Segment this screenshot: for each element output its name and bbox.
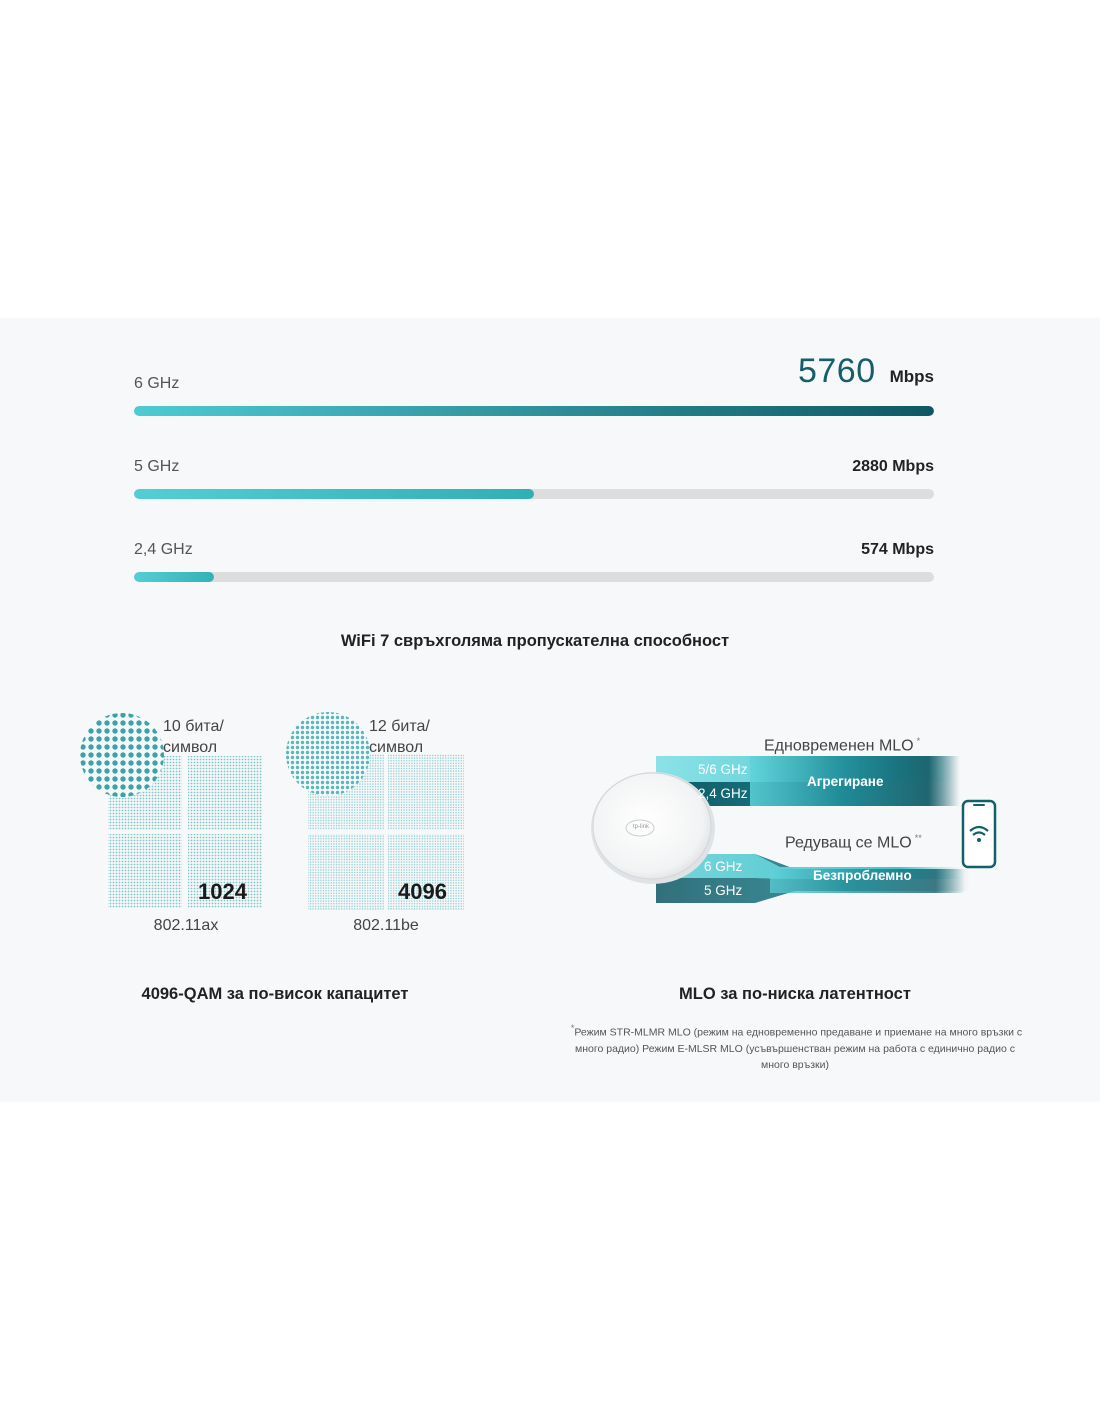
footnote-text-3: много връзки) (761, 1058, 829, 1071)
footnote-mark-1: * (570, 1023, 575, 1033)
qam-1024-standard: 802.11ax (153, 917, 219, 934)
band-label-6ghz: 6 GHz (134, 375, 180, 392)
footnote-line-3 (540, 1057, 1050, 1073)
qam-4096-standard: 802.11be (353, 917, 419, 934)
band-label-24ghz: 2,4 GHz (134, 541, 193, 558)
mlo-title: MLO за по-ниска латентност (679, 985, 911, 1003)
throughput-title: WiFi 7 свръхголяма пропускателна способност (340, 632, 730, 650)
ap-logo: tp-link (633, 824, 650, 830)
qam-4096-bits-label: 12 бита/ символ (369, 718, 430, 756)
speed-bar-fill-6ghz (134, 406, 934, 416)
speed-unit-6ghz: Mbps (889, 367, 934, 386)
smartphone-wifi-icon (963, 801, 995, 867)
band-value-6ghz (798, 352, 934, 391)
speed-bar-fill-24ghz (134, 572, 214, 582)
speed-bar-5ghz (134, 489, 934, 499)
speed-value-6ghz: 5760 (797, 352, 876, 390)
alternating-mlo-text: Редуващ се MLO (785, 834, 912, 852)
speed-bar-6ghz (134, 406, 934, 416)
aggregation-label: Агрегиране (807, 774, 884, 789)
band-value-24ghz: 574 Mbps (861, 541, 934, 558)
stream-band-56ghz: 5/6 GHz (698, 762, 748, 777)
simultaneous-mlo-text: Едновременен MLO (764, 737, 914, 755)
alternating-mlo-label (785, 833, 922, 852)
mlo-footnote (540, 1020, 1050, 1073)
qam-title: 4096-QAM за по-висок капацитет (141, 985, 409, 1003)
seamless-label: Безпроблемно (813, 868, 912, 883)
simultaneous-mlo-mark: * (916, 736, 921, 746)
alternating-mlo-mark: ** (914, 833, 922, 843)
stream-band-24ghz: 2,4 GHz (698, 786, 748, 801)
band-label-5ghz: 5 GHz (134, 458, 180, 475)
speed-bar-24ghz (134, 572, 934, 582)
footnote-text-1: Режим STR-MLMR MLO (режим на едновременно предаване и приемане на много връзки с (574, 1026, 1023, 1039)
footnote-line-1 (540, 1020, 1050, 1041)
band-value-5ghz: 2880 Mbps (852, 458, 934, 475)
stream-band-6ghz: 6 GHz (704, 859, 743, 874)
qam-4096-number: 4096 (398, 879, 447, 904)
stream-band-5ghz: 5 GHz (704, 883, 743, 898)
footnote-text-2: много радио) Режим E-MLSR MLO (усъвършенстван режим на работа с единично радио с (575, 1042, 1015, 1055)
footnote-line-2 (540, 1041, 1050, 1057)
simultaneous-mlo-label (764, 736, 920, 755)
access-point-icon (591, 772, 715, 884)
qam-1024-bits-label: 10 бита/ символ (163, 718, 224, 756)
mlo-diagram (580, 735, 1000, 925)
qam-1024-number: 1024 (198, 879, 247, 904)
speed-bar-fill-5ghz (134, 489, 534, 499)
